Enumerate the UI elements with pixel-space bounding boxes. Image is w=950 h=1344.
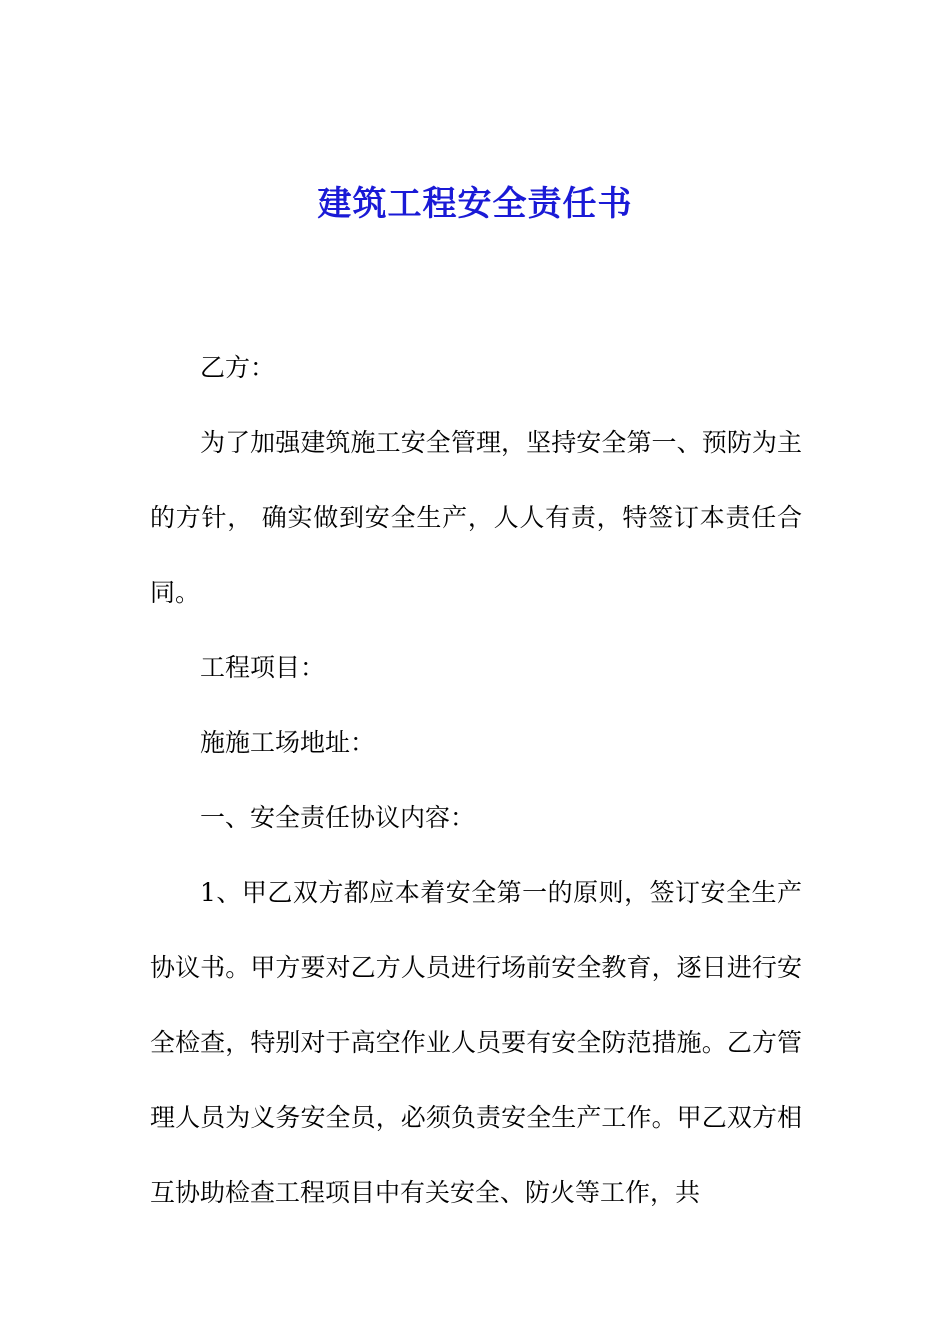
site-address-line: 施施工场地址： [200, 728, 376, 757]
intro-paragraph: 为了加强建筑施工安全管理，坚持安全第一、预防为主的方针， 确实做到安全生产，人人有责，特签订本责任合同。 [150, 428, 802, 607]
project-line: 工程项目： [200, 653, 326, 682]
party-b-line: 乙方： [200, 353, 276, 382]
document-title: 建筑工程安全责任书 [317, 184, 633, 224]
document-body [150, 330, 802, 1230]
section-heading: 一、安全责任协议内容： [200, 803, 476, 832]
clause-paragraph: 1、甲乙双方都应本着安全第一的原则，签订安全生产协议书。甲方要对乙方人员进行场前安全教育，逐日进行安全检查，特别对于高空作业人员要有安全防范措施。乙方管理人员为义务安全员，必须负责安全生产工作。甲乙双方相互协助检查工程项目中有关安全、防火等工作，共 [150, 878, 802, 1207]
